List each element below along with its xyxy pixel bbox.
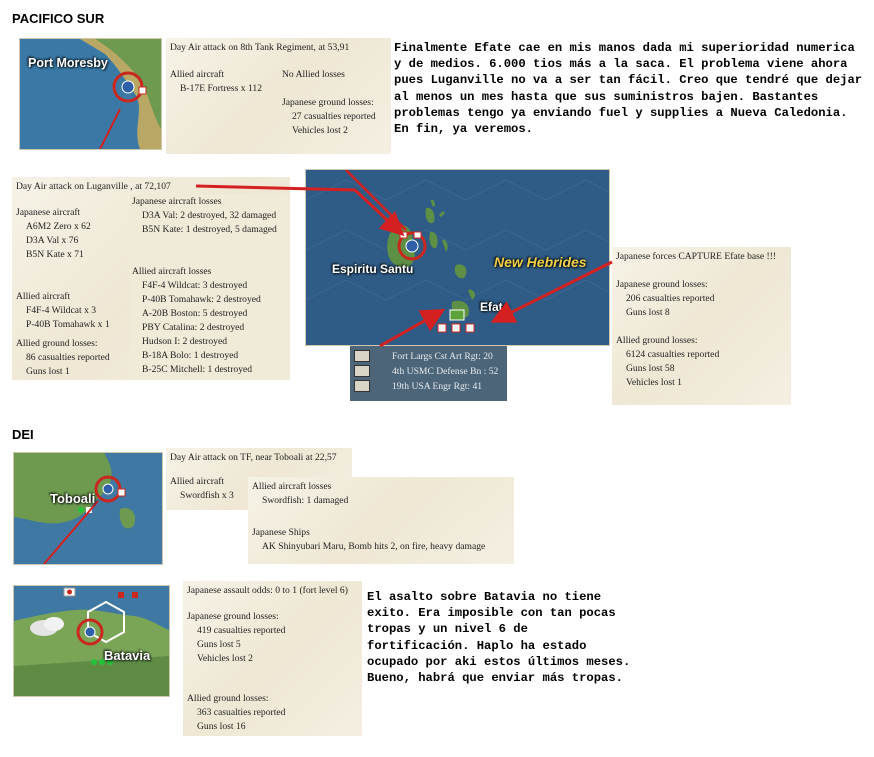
infantry-icon — [354, 365, 370, 377]
map-label-espiritu-santu: Espiritu Santu — [332, 262, 414, 276]
commentary-efate: Finalmente Efate cae en mis manos dada mi superioridad numerica y de medios. 6.000 tios más a la saca. El problema viene ahora pues Luganville no va a ser tan fácil. Creo que tendré que dejar al menos un mes hasta que sus suministros bajen. Bastantes problemas tengo ya enviando fuel y supplies a Nueva Caledonia. En fin, ya veremos. — [394, 41, 863, 137]
report1-title: Day Air attack on 8th Tank Regiment, at 53,91 — [170, 42, 350, 53]
report2-al-1: P-40B Tomahawk: 2 destroyed — [142, 294, 261, 305]
report1-vehicles-lost: Vehicles lost 2 — [292, 125, 348, 136]
report4-ag-1: Guns lost 16 — [197, 721, 246, 732]
report4-jg-0: 419 casualties reported — [197, 625, 286, 636]
report1-allied-header: Allied aircraft — [170, 69, 225, 80]
report2-jl-1: B5N Kate: 1 destroyed, 5 damaged — [142, 224, 277, 235]
report2-japanese-losses-header: Japanese aircraft losses — [132, 196, 222, 207]
capture-japanese-ground-header: Japanese ground losses: — [616, 279, 708, 290]
report3-allied-aircraft: Swordfish x 3 — [180, 490, 234, 501]
report2-title: Day Air attack on Luganville , at 72,107 — [16, 181, 171, 192]
capture-ag-1: Guns lost 58 — [626, 363, 675, 374]
report2-al-0: F4F-4 Wildcat: 3 destroyed — [142, 280, 248, 291]
capture-report-efate — [612, 247, 791, 405]
report2-ag-0: 86 casualties reported — [26, 352, 110, 363]
unit-list — [350, 346, 507, 401]
report4-title: Japanese assault odds: 0 to 1 (fort level 6) — [187, 585, 348, 596]
report2-al-3: PBY Catalina: 2 destroyed — [142, 322, 245, 333]
report2-japanese-aircraft-header: Japanese aircraft — [16, 207, 81, 218]
capture-ag-0: 6124 casualties reported — [626, 349, 720, 360]
report3-allied-losses: Swordfish: 1 damaged — [262, 495, 349, 506]
report2-al-4: Hudson I: 2 destroyed — [142, 336, 227, 347]
report2-allied-ground-header: Allied ground losses: — [16, 338, 98, 349]
map-label-efate: Efate — [480, 300, 510, 314]
map-label-port-moresby: Port Moresby — [28, 56, 108, 70]
commentary-batavia: El asalto sobre Batavia no tiene exito. Era imposible con tan pocas tropas y un nivel 6 de fortificación. Haplo ha estado ocupado por aki estos últimos meses. Bueno, habrá que enviar más tropas. — [367, 590, 631, 686]
capture-jg-1: Guns lost 8 — [626, 307, 670, 318]
assault-report-batavia — [183, 581, 362, 736]
report3-allied-losses-header: Allied aircraft losses — [252, 481, 332, 492]
capture-allied-ground-header: Allied ground losses: — [616, 335, 698, 346]
report4-jg-2: Vehicles lost 2 — [197, 653, 253, 664]
section-header-dei: DEI — [12, 427, 34, 442]
report4-japanese-ground-header: Japanese ground losses: — [187, 611, 279, 622]
report1-japanese-ground-header: Japanese ground losses: — [282, 97, 374, 108]
unit-row[interactable] — [350, 349, 507, 364]
combat-report-8th-tank — [166, 38, 391, 154]
map-label-toboali: Toboali — [50, 491, 96, 506]
map-label-new-hebrides: New Hebrides — [494, 254, 587, 270]
unit-row-label: 19th USA Engr Rgt: 41 — [392, 381, 483, 392]
unit-row[interactable] — [350, 379, 507, 394]
report2-ja-2: B5N Kate x 71 — [26, 249, 84, 260]
artillery-icon — [354, 350, 370, 362]
map-new-hebrides[interactable] — [305, 169, 610, 346]
report3-japanese-ships-header: Japanese Ships — [252, 527, 310, 538]
map-label-batavia: Batavia — [104, 648, 151, 663]
combat-report-luganville — [12, 177, 290, 380]
report3-japanese-ship: AK Shinyubari Maru, Bomb hits 2, on fire, heavy damage — [262, 541, 486, 552]
report2-al-2: A-20B Boston: 5 destroyed — [142, 308, 248, 319]
report4-jg-1: Guns lost 5 — [197, 639, 241, 650]
section-header-pacifico-sur: PACIFICO SUR — [12, 11, 105, 26]
report1-allied-aircraft: B-17E Fortress x 112 — [180, 83, 262, 94]
capture-ag-2: Vehicles lost 1 — [626, 377, 682, 388]
report2-al-6: B-25C Mitchell: 1 destroyed — [142, 364, 253, 375]
map-toboali[interactable] — [13, 452, 163, 565]
report2-ja-1: D3A Val x 76 — [26, 235, 79, 246]
unit-row-label: Fort Largs Cst Art Rgt: 20 — [392, 351, 493, 362]
report4-allied-ground-header: Allied ground losses: — [187, 693, 269, 704]
report2-allied-losses-header: Allied aircraft losses — [132, 266, 212, 277]
report4-ag-0: 363 casualties reported — [197, 707, 286, 718]
capture-title: Japanese forces CAPTURE Efate base !!! — [616, 251, 777, 262]
capture-jg-0: 206 casualties reported — [626, 293, 715, 304]
engineer-icon — [354, 380, 370, 392]
map-port-moresby[interactable] — [19, 38, 162, 150]
report3-allied-aircraft-header: Allied aircraft — [170, 476, 225, 487]
map-batavia-terrain — [14, 586, 169, 696]
report2-jl-0: D3A Val: 2 destroyed, 32 damaged — [142, 210, 277, 221]
unit-row-label: 4th USMC Defense Bn : 52 — [392, 366, 499, 377]
map-batavia[interactable] — [13, 585, 170, 697]
unit-row[interactable] — [350, 364, 507, 379]
report1-no-allied-losses: No Allied losses — [282, 69, 345, 80]
report2-ag-1: Guns lost 1 — [26, 366, 70, 377]
combat-report-toboali-losses — [248, 477, 514, 564]
report2-al-5: B-18A Bolo: 1 destroyed — [142, 350, 239, 361]
map-toboali-terrain — [14, 453, 162, 564]
report3-title: Day Air attack on TF, near Toboali at 22,57 — [170, 452, 337, 463]
report2-aa-1: P-40B Tomahawk x 1 — [26, 319, 110, 330]
report2-allied-aircraft-header: Allied aircraft — [16, 291, 71, 302]
report1-casualties: 27 casualties reported — [292, 111, 376, 122]
report2-ja-0: A6M2 Zero x 62 — [26, 221, 91, 232]
report2-aa-0: F4F-4 Wildcat x 3 — [26, 305, 97, 316]
